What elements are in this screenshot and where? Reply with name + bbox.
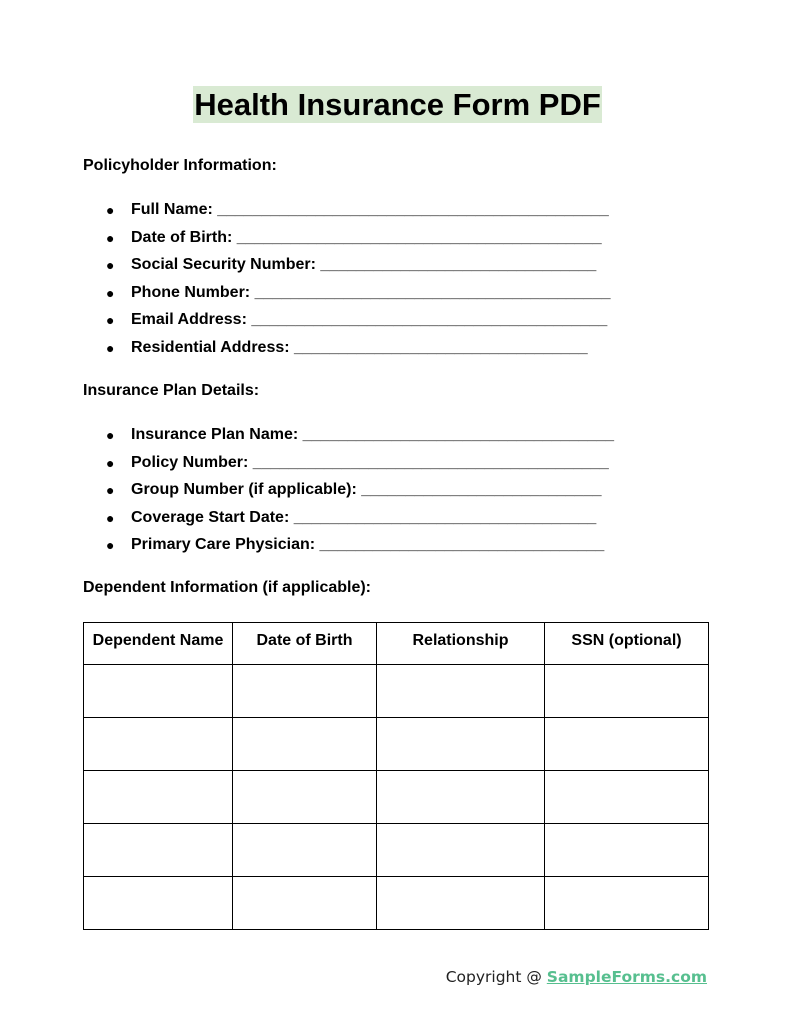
bullet-icon: ● xyxy=(106,427,115,443)
table-row xyxy=(84,665,709,718)
title-container xyxy=(0,86,795,123)
copyright-text: Copyright @ xyxy=(445,968,547,986)
table-cell[interactable] xyxy=(377,877,545,930)
field-email-address[interactable]: ● Email Address: ________________________________________ xyxy=(106,311,608,329)
field-group-number[interactable]: ● Group Number (if applicable): ___________________________ xyxy=(106,481,602,499)
table-cell[interactable] xyxy=(84,718,233,771)
table-cell[interactable] xyxy=(545,877,709,930)
table-cell[interactable] xyxy=(545,824,709,877)
footer-copyright xyxy=(446,967,707,987)
table-cell[interactable] xyxy=(84,771,233,824)
table-row xyxy=(84,877,709,930)
bullet-icon: ● xyxy=(106,312,115,329)
field-date-of-birth[interactable]: ● Date of Birth: _________________________________________ xyxy=(106,228,602,246)
table-cell[interactable] xyxy=(377,718,545,771)
field-plan-name[interactable]: ● Insurance Plan Name: ___________________________________ xyxy=(106,426,615,443)
table-row xyxy=(84,824,709,877)
field-coverage-start-date[interactable]: ● Coverage Start Date: __________________________________ xyxy=(106,508,597,526)
table-cell[interactable] xyxy=(377,771,545,824)
table-cell[interactable] xyxy=(233,718,377,771)
table-row xyxy=(84,718,709,771)
table-cell[interactable] xyxy=(84,665,233,718)
column-header-date-of-birth: Date of Birth xyxy=(233,623,377,665)
field-ssn[interactable]: ● Social Security Number: _______________________________ xyxy=(106,256,597,274)
bullet-icon: ● xyxy=(106,509,115,526)
bullet-icon: ● xyxy=(106,284,115,301)
table-cell[interactable] xyxy=(84,824,233,877)
table-cell[interactable] xyxy=(233,877,377,930)
field-primary-care-physician[interactable]: ● Primary Care Physician: ________________________________ xyxy=(106,536,605,554)
table-cell[interactable] xyxy=(233,771,377,824)
policyholder-heading: Policyholder Information: xyxy=(83,157,277,174)
bullet-icon: ● xyxy=(106,202,115,218)
bullet-icon: ● xyxy=(106,482,115,499)
field-policy-number[interactable]: ● Policy Number: ________________________________________ xyxy=(106,453,609,471)
bullet-icon: ● xyxy=(106,454,115,471)
table-cell[interactable] xyxy=(545,718,709,771)
table-cell[interactable] xyxy=(545,771,709,824)
dependents-table xyxy=(83,622,709,930)
table-cell[interactable] xyxy=(377,824,545,877)
table-cell[interactable] xyxy=(545,665,709,718)
dependents-table-body xyxy=(84,665,709,930)
table-cell[interactable] xyxy=(84,877,233,930)
page-title: Health Insurance Form PDF xyxy=(194,87,601,122)
field-full-name[interactable]: ● Full Name: ____________________________________________ xyxy=(106,201,609,218)
table-cell[interactable] xyxy=(233,824,377,877)
field-residential-address[interactable]: ● Residential Address: _________________________________ xyxy=(106,338,588,356)
table-cell[interactable] xyxy=(233,665,377,718)
bullet-icon: ● xyxy=(106,537,115,554)
table-row xyxy=(84,771,709,824)
bullet-icon: ● xyxy=(106,257,115,274)
column-header-dependent-name: Dependent Name xyxy=(84,623,233,665)
policyholder-fields xyxy=(83,200,611,366)
bullet-icon: ● xyxy=(106,229,115,246)
column-header-relationship: Relationship xyxy=(377,623,545,665)
bullet-icon: ● xyxy=(106,339,115,356)
table-cell[interactable] xyxy=(377,665,545,718)
column-header-ssn: SSN (optional) xyxy=(545,623,709,665)
field-phone-number[interactable]: ● Phone Number: ________________________________________ xyxy=(106,283,611,301)
dependents-heading: Dependent Information (if applicable): xyxy=(83,579,372,596)
table-header-row xyxy=(84,623,709,665)
plan-fields xyxy=(83,425,614,563)
plan-heading: Insurance Plan Details: xyxy=(83,382,260,399)
sampleforms-link[interactable]: SampleForms.com xyxy=(546,968,707,986)
